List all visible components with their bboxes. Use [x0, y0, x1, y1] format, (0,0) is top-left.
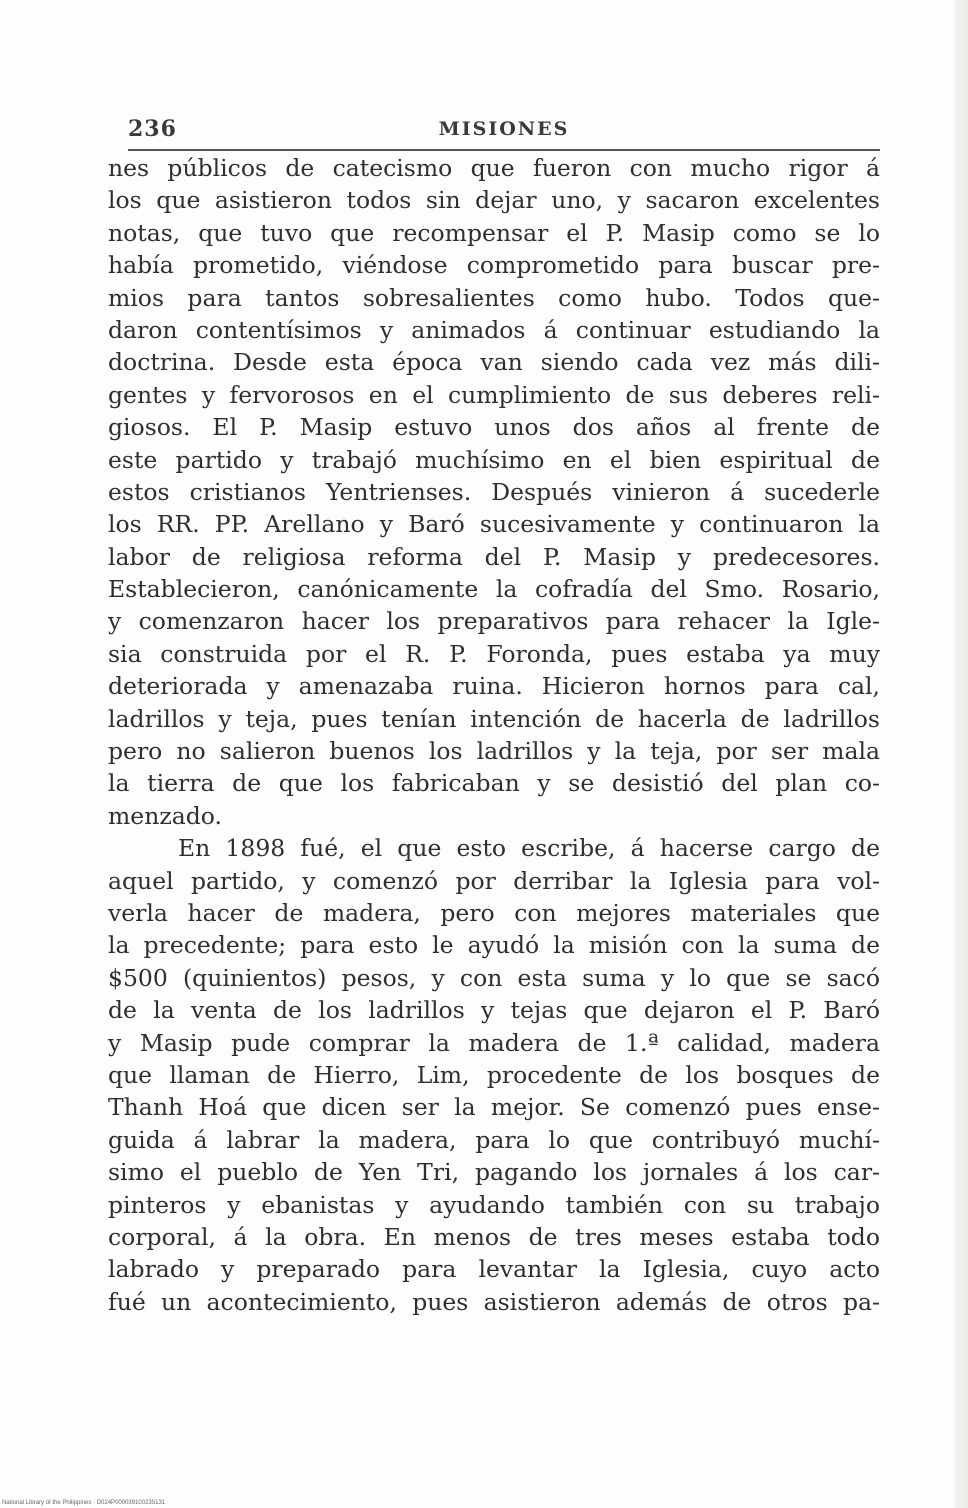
text-line: aquel partido, y comenzó por derribar la Iglesia para vol- — [108, 866, 880, 895]
text-line: labrado y preparado para levantar la Iglesia, cuyo acto — [108, 1255, 880, 1284]
text-line: los que asistieron todos sin dejar uno, y sacaron excelentes — [108, 186, 880, 215]
scan-footer: National Library of the Philippines · D024P000039100235131 — [2, 1500, 166, 1506]
body-text — [108, 152, 880, 1318]
text-line: verla hacer de madera, pero con mejores materiales que — [108, 898, 880, 927]
text-line-paragraph-end: menzado. — [108, 801, 222, 830]
text-line: Establecieron, canónicamente la cofradía del Smo. Rosario, — [108, 575, 880, 604]
text-line: que llaman de Hierro, Lim, procedente de los bosques de — [108, 1060, 880, 1089]
page-header — [128, 116, 880, 150]
text-line: simo el pueblo de Yen Tri, pagando los jornales á los car- — [108, 1158, 880, 1187]
text-line: guida á labrar la madera, para lo que contribuyó muchí- — [108, 1125, 880, 1154]
text-line: mios para tantos sobresalientes como hubo. Todos que- — [108, 283, 880, 312]
text-line: este partido y trabajó muchísimo en el bien espiritual de — [108, 445, 880, 474]
text-line: doctrina. Desde esta época van siendo cada vez más dili- — [108, 348, 880, 377]
text-line: fué un acontecimiento, pues asistieron además de otros pa- — [108, 1287, 880, 1316]
text-line: Thanh Hoá que dicen ser la mejor. Se comenzó pues ense- — [108, 1093, 880, 1122]
text-line: $500 (quinientos) pesos, y con esta suma y lo que se sacó — [108, 963, 880, 992]
text-line: corporal, á la obra. En menos de tres meses estaba todo — [108, 1222, 880, 1251]
text-line: de la venta de los ladrillos y tejas que dejaron el P. Baró — [108, 996, 880, 1025]
text-line-paragraph-start: En 1898 fué, el que esto escribe, á hacerse cargo de — [178, 834, 880, 863]
text-line: nes públicos de catecismo que fueron con mucho rigor á — [108, 154, 880, 182]
text-line: pero no salieron buenos los ladrillos y la teja, por ser mala — [108, 737, 880, 766]
text-line: daron contentísimos y animados á continuar estudiando la — [108, 315, 880, 344]
text-line: los RR. PP. Arellano y Baró sucesivamente y continuaron la — [108, 510, 880, 539]
running-head: MISIONES — [438, 118, 570, 140]
text-line: notas, que tuvo que recompensar el P. Masip como se lo — [108, 218, 880, 247]
page-edge-shadow — [954, 0, 968, 1508]
text-line: y comenzaron hacer los preparativos para rehacer la Igle- — [108, 607, 880, 636]
text-line: y Masip pude comprar la madera de 1.ª calidad, madera — [108, 1028, 880, 1057]
text-line: gentes y fervorosos en el cumplimiento de sus deberes reli- — [108, 380, 880, 409]
header-rule — [128, 149, 880, 151]
page-number: 236 — [128, 116, 177, 142]
text-line: la precedente; para esto le ayudó la misión con la suma de — [108, 931, 880, 960]
text-line: sia construida por el R. P. Foronda, pues estaba ya muy — [108, 639, 880, 668]
text-line: había prometido, viéndose comprometido para buscar pre- — [108, 251, 880, 280]
text-line: estos cristianos Yentrienses. Después vinieron á sucederle — [108, 477, 880, 506]
text-line: deteriorada y amenazaba ruina. Hicieron hornos para cal, — [108, 672, 880, 701]
text-line: ladrillos y teja, pues tenían intención de hacerla de ladrillos — [108, 704, 880, 733]
text-line: la tierra de que los fabricaban y se desistió del plan co- — [108, 769, 880, 798]
text-line: giosos. El P. Masip estuvo unos dos años al frente de — [108, 413, 880, 442]
text-line: labor de religiosa reforma del P. Masip y predecesores. — [108, 542, 880, 571]
text-line: pinteros y ebanistas y ayudando también con su trabajo — [108, 1190, 880, 1219]
